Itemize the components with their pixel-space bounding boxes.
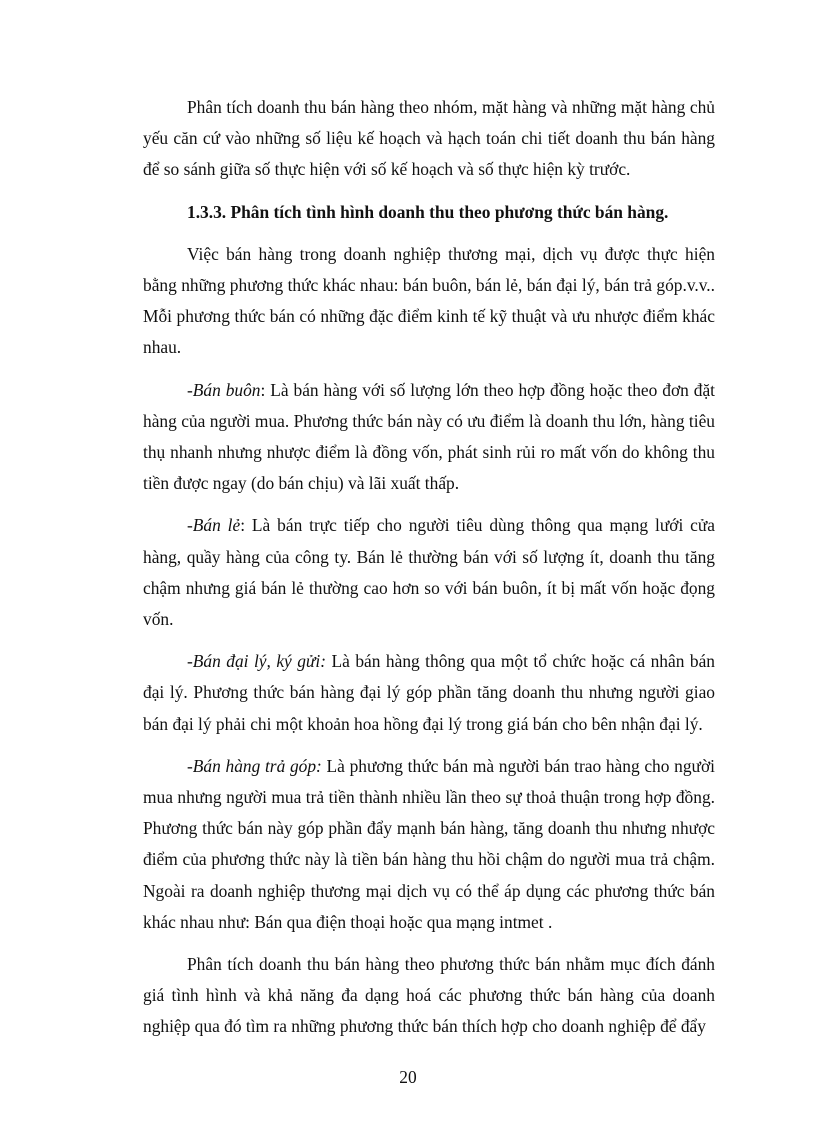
overview-paragraph: Việc bán hàng trong doanh nghiệp thương mại, dịch vụ được thực hiện bằng những phương thức khác nhau: bán buôn, bán lẻ, bán đại lý, bán trả góp.v.v.. Mỗi phương thức bán có những đặc điểm kinh tế kỹ thuật và ưu nhược điểm khác nhau. [143,243,715,358]
method-term: -Bán lẻ [187,515,241,536]
method-installment-paragraph [143,751,715,938]
method-description: Là phương thức bán mà người bán trao hàng cho người mua nhưng người mua trả tiền thành nhiều lần theo sự thoả thuận trong hợp đồng. Phương thức bán này góp phần đẩy mạnh bán hàng, tăng doanh thu nhưng nhược điểm của phương thức này là tiền bán hàng thu hồi chậm do người mua trả chậm. Ngoài ra doanh nghiệp thương mại dịch vụ có thể áp dụng các phương thức bán khác nhau như: Bán qua điện thoại hoặc qua mạng intmet . [143,755,715,932]
method-description: Là bán hàng thông qua một tổ chức hoặc cá nhân bán đại lý. Phương thức bán hàng đại lý góp phần tăng doanh thu nhưng người giao bán đại lý phải chi một khoản hoa hồng đại lý trong giá bán cho bên nhận đại lý. [143,651,715,734]
method-retail-paragraph [143,510,715,635]
method-term: -Bán hàng trả góp: [187,755,322,776]
method-agency-paragraph [143,646,715,740]
method-term: -Bán buôn [187,379,261,400]
method-term: -Bán đại lý, ký gửi: [187,651,327,672]
section-heading: 1.3.3. Phân tích tình hình doanh thu theo phương thức bán hàng. [187,201,669,222]
method-description: : Là bán hàng với số lượng lớn theo hợp đồng hoặc theo đơn đặt hàng của người mua. Phương thức bán này có ưu điểm là doanh thu lớn, hàng tiêu thụ nhanh nhưng nhược điểm là đồng vốn, phát sinh rủi ro mất vốn do không thu tiền được ngay (do bán chịu) và lãi xuất thấp. [143,379,715,494]
intro-paragraph: Phân tích doanh thu bán hàng theo nhóm, mặt hàng và những mặt hàng chủ yếu căn cứ vào những số liệu kế hoạch và hạch toán chi tiết doanh thu bán hàng để so sánh giữa số thực hiện với số kế hoạch và số thực hiện kỳ trước. [143,97,715,180]
page-number: 20 [399,1067,417,1087]
document-page [143,92,715,1054]
closing-paragraph: Phân tích doanh thu bán hàng theo phương thức bán nhằm mục đích đánh giá tình hình và khả năng đa dạng hoá các phương thức bán hàng của doanh nghiệp qua đó tìm ra những phương thức bán thích hợp cho doanh nghiệp để đẩy [143,954,715,1037]
method-description: : Là bán trực tiếp cho người tiêu dùng thông qua mạng lưới cửa hàng, quầy hàng của công ty. Bán lẻ thường bán với số lượng ít, doanh thu tăng chậm nhưng giá bán lẻ thường cao hơn so với bán buôn, ít bị mất vốn hoặc đọng vốn. [143,515,716,630]
method-wholesale-paragraph [143,375,715,500]
